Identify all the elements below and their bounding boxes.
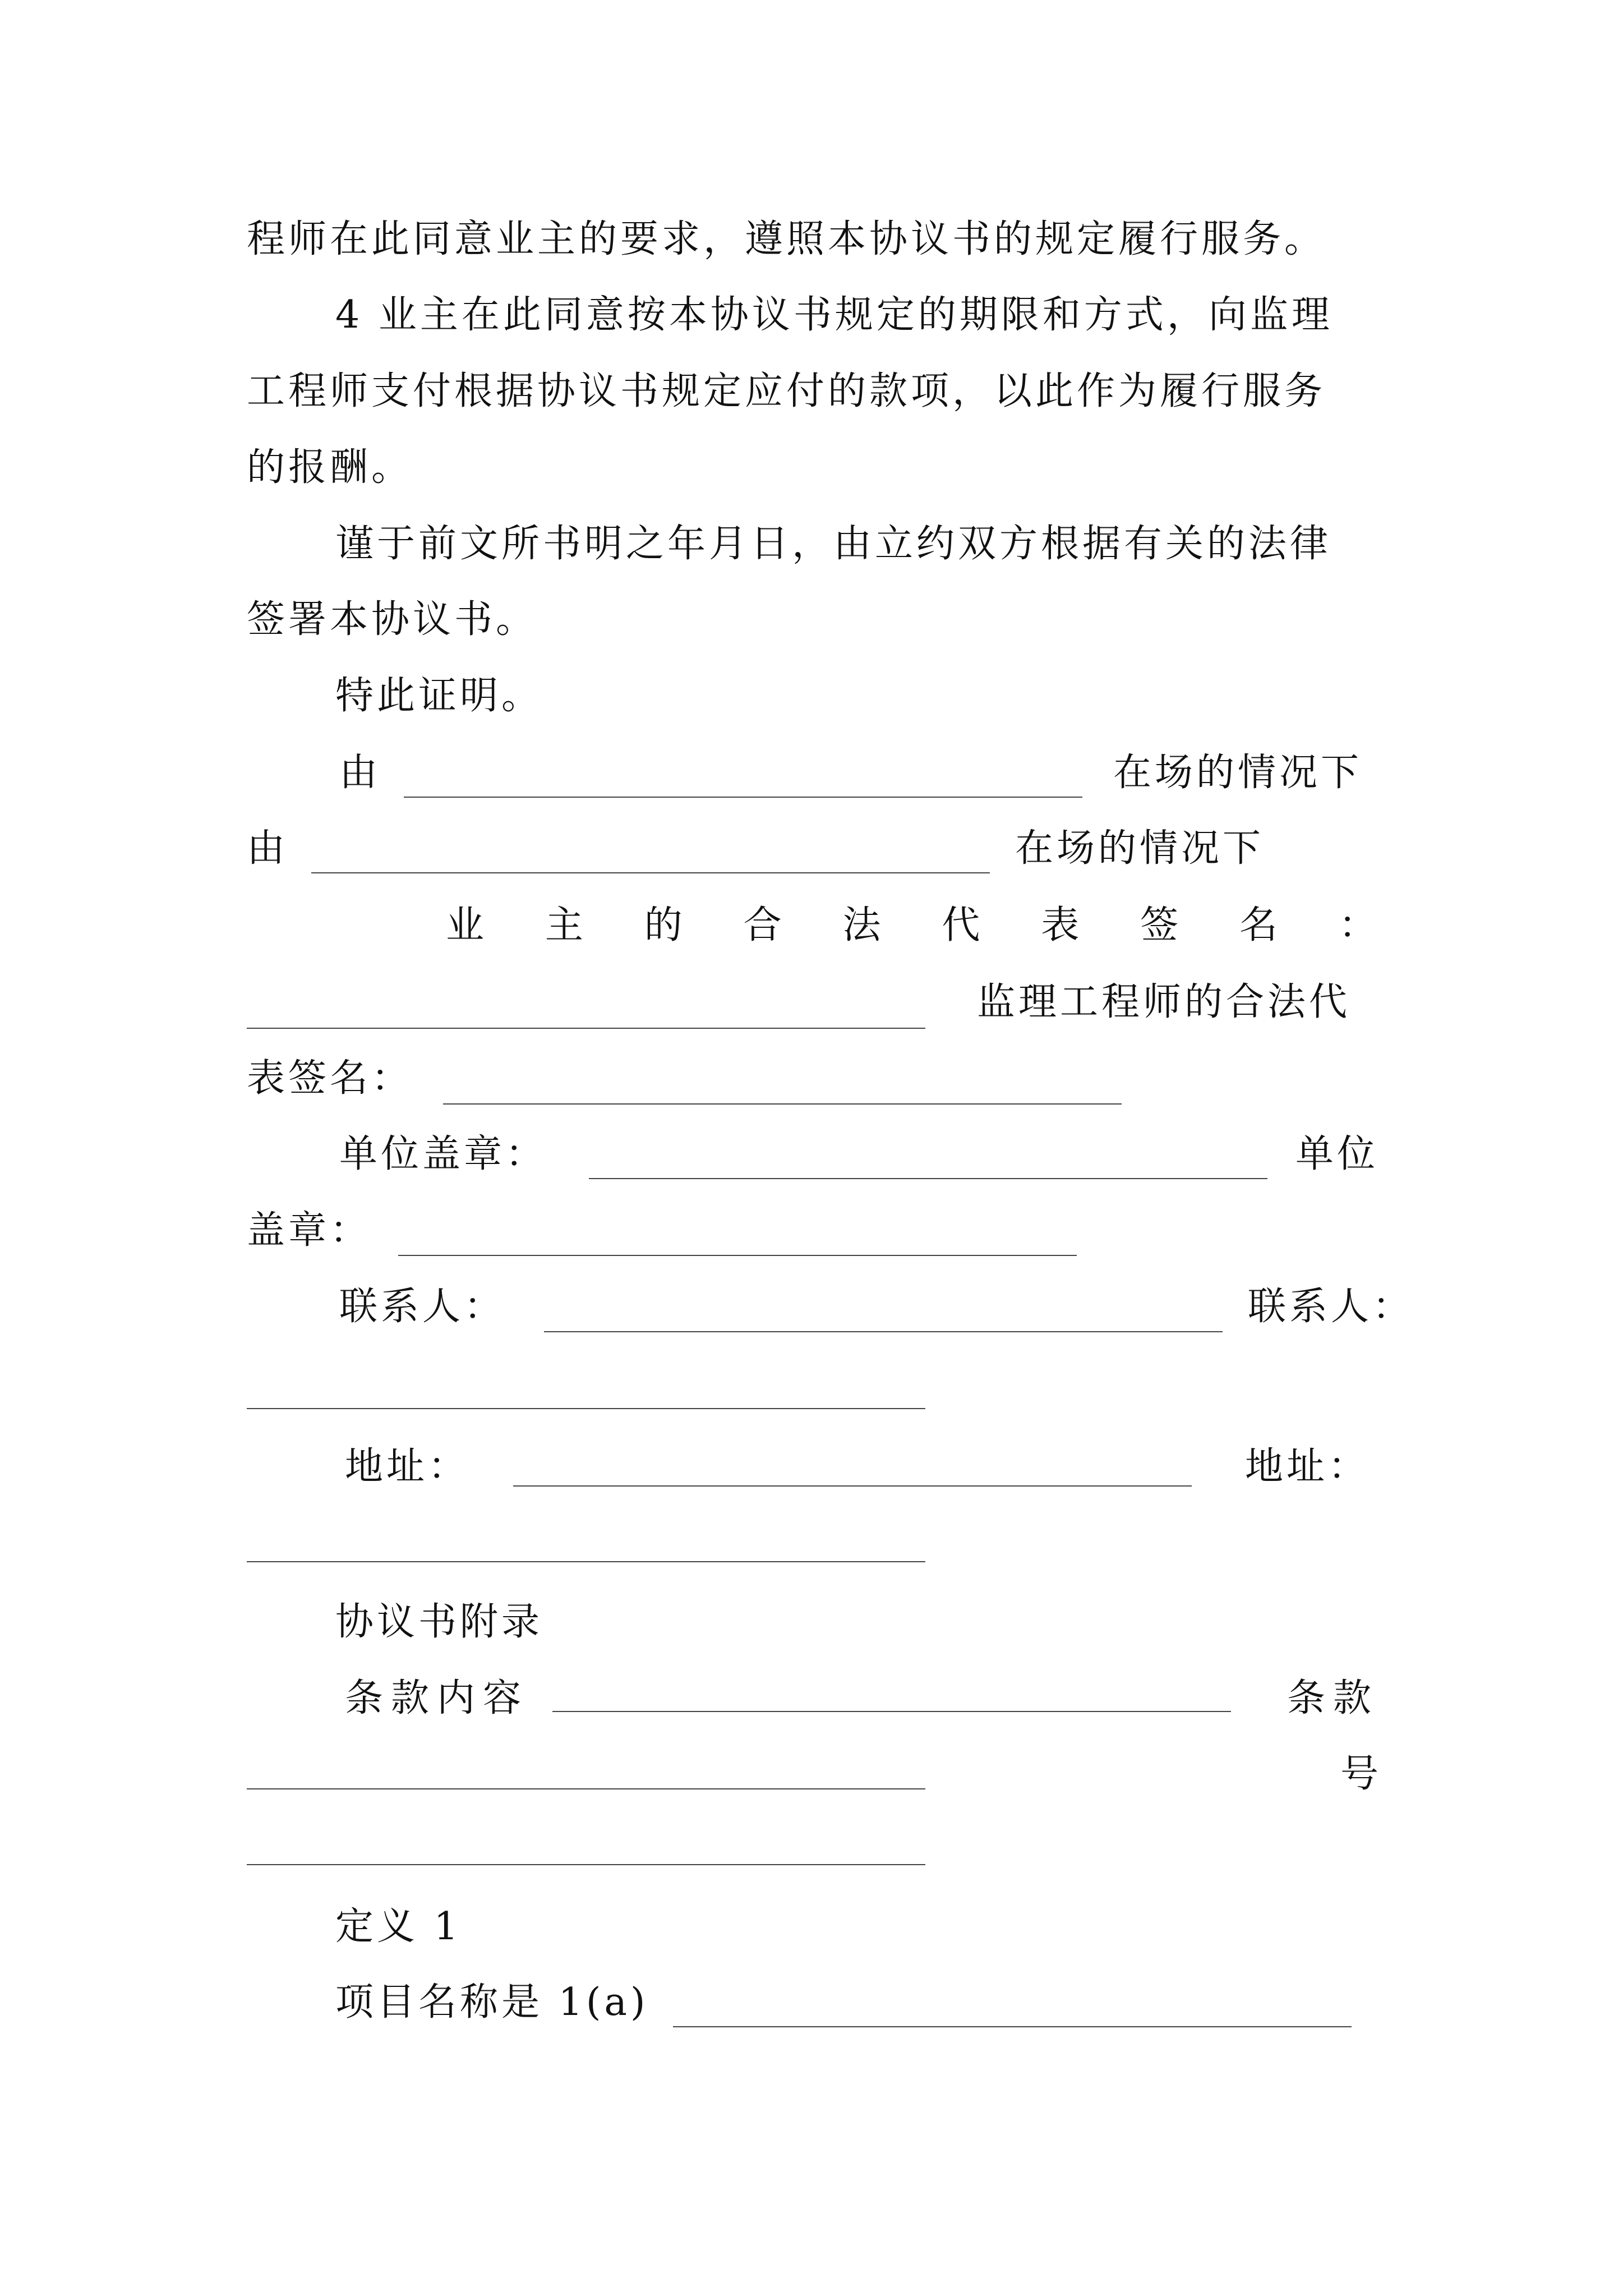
witness-by-2: 由 <box>247 826 289 871</box>
definition-heading: 定义 1 <box>335 1904 462 1949</box>
project-name-label: 项目名称是 1(a) <box>335 1980 649 2024</box>
text-line-5: 谨于前文所书明之年月日，由立约双方根据有关的法律 <box>335 522 1332 566</box>
engineer-address-line <box>247 1561 925 1562</box>
owner-seal-label: 单位盖章： <box>339 1132 547 1176</box>
text-line-2: 4 业主在此同意按本协议书规定的期限和方式，向监理 <box>335 293 1333 337</box>
engineer-seal-label-cont: 盖章： <box>247 1208 372 1253</box>
text-line-4: 的报酬。 <box>247 445 413 490</box>
owner-seal-line <box>589 1178 1267 1179</box>
clause-line-2 <box>247 1864 925 1865</box>
engineer-signature-label-cont: 表签名： <box>247 1056 413 1101</box>
engineer-signature-line <box>443 1103 1122 1105</box>
text-line-1: 程师在此同意业主的要求，遵照本协议书的规定履行服务。 <box>247 217 1326 261</box>
engineer-address-label: 地址： <box>1245 1444 1370 1489</box>
engineer-contact-line <box>247 1408 925 1409</box>
clause-content-line <box>552 1711 1231 1712</box>
text-line-6: 签署本协议书。 <box>247 597 538 642</box>
project-name-line <box>673 2026 1352 2027</box>
engineer-seal-line <box>398 1255 1077 1256</box>
owner-signature-line <box>247 1028 925 1029</box>
clause-number-label: 条款 <box>1287 1676 1380 1720</box>
witness-by-1: 由 <box>339 751 381 795</box>
text-line-7: 特此证明。 <box>335 674 543 718</box>
engineer-signature-label: 监理工程师的合法代 <box>977 980 1351 1024</box>
text-line-3: 工程师支付根据协议书规定应付的款项，以此作为履行服务 <box>247 369 1326 413</box>
owner-address-line <box>513 1485 1192 1487</box>
clause-number-label-cont: 号 <box>1340 1752 1382 1796</box>
owner-contact-label: 联系人： <box>339 1285 506 1329</box>
witness-present-1: 在场的情况下 <box>1113 751 1363 795</box>
engineer-seal-label: 单位 <box>1295 1132 1379 1176</box>
witness-line-1 <box>404 797 1082 798</box>
engineer-contact-label: 联系人： <box>1248 1285 1414 1329</box>
owner-address-label: 地址： <box>345 1444 470 1489</box>
witness-present-2: 在场的情况下 <box>1015 826 1265 871</box>
clause-line-1 <box>247 1788 925 1789</box>
owner-contact-line <box>544 1331 1223 1332</box>
clause-content-label: 条款内容 <box>345 1676 529 1720</box>
owner-signature-label: 业 主 的 合 法 代 表 签 名 ： <box>446 903 1377 947</box>
witness-line-2 <box>311 872 990 873</box>
appendix-title: 协议书附录 <box>335 1600 543 1644</box>
